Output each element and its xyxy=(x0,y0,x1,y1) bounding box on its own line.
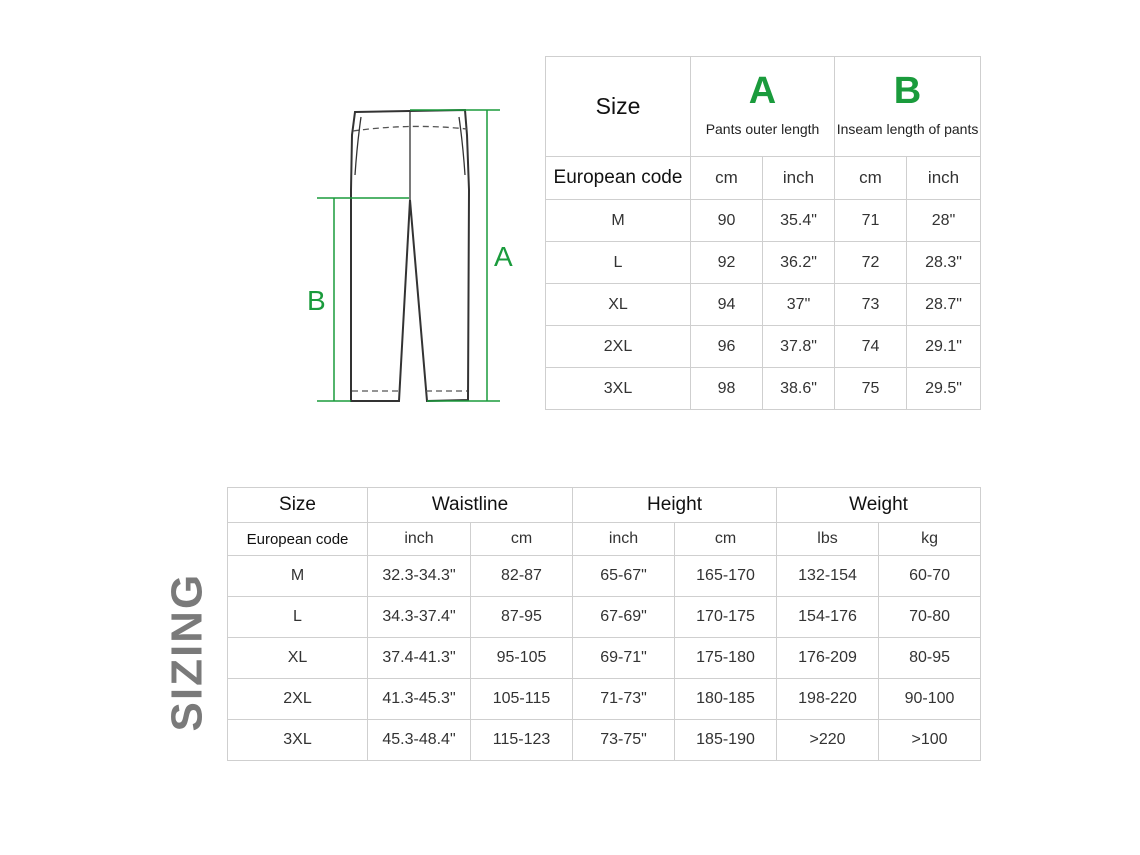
value-cell: 98 xyxy=(691,368,763,410)
value-cell: 105-115 xyxy=(471,679,573,720)
unit-cell: inch xyxy=(763,157,835,200)
table-row xyxy=(546,200,981,242)
size-cell: 3XL xyxy=(228,720,368,761)
pants-diagram xyxy=(295,95,535,415)
value-cell: 29.5" xyxy=(907,368,981,410)
value-cell: 115-123 xyxy=(471,720,573,761)
length-size-table xyxy=(545,56,981,410)
value-cell: >220 xyxy=(777,720,879,761)
european-code-header: European code xyxy=(228,523,368,556)
value-cell: 94 xyxy=(691,284,763,326)
value-cell: 165-170 xyxy=(675,556,777,597)
col-b-desc: Inseam length of pants xyxy=(836,120,979,137)
unit-cell: cm xyxy=(835,157,907,200)
weight-header: Weight xyxy=(777,488,981,523)
value-cell: 36.2" xyxy=(763,242,835,284)
value-cell: 28" xyxy=(907,200,981,242)
col-a-letter: A xyxy=(748,69,777,112)
height-header: Height xyxy=(573,488,777,523)
value-cell: 67-69" xyxy=(573,597,675,638)
col-b-letter: B xyxy=(893,69,922,112)
unit-cell: inch xyxy=(368,523,471,556)
value-cell: 90 xyxy=(691,200,763,242)
table-header-row xyxy=(546,57,981,157)
size-cell: 3XL xyxy=(546,368,691,410)
value-cell: 80-95 xyxy=(879,638,981,679)
col-a-desc: Pants outer length xyxy=(705,120,820,137)
value-cell: 41.3-45.3" xyxy=(368,679,471,720)
value-cell: 28.7" xyxy=(907,284,981,326)
size-cell: XL xyxy=(546,284,691,326)
value-cell: 74 xyxy=(835,326,907,368)
european-code-header: European code xyxy=(546,157,691,200)
value-cell: 95-105 xyxy=(471,638,573,679)
unit-cell: inch xyxy=(573,523,675,556)
value-cell: 154-176 xyxy=(777,597,879,638)
table-row xyxy=(228,638,981,679)
value-cell: 38.6" xyxy=(763,368,835,410)
value-cell: 132-154 xyxy=(777,556,879,597)
size-header: Size xyxy=(546,57,691,157)
value-cell: 92 xyxy=(691,242,763,284)
col-b-header xyxy=(835,57,981,157)
value-cell: 73-75" xyxy=(573,720,675,761)
value-cell: 37.8" xyxy=(763,326,835,368)
value-cell: >100 xyxy=(879,720,981,761)
value-cell: 65-67" xyxy=(573,556,675,597)
col-a-header xyxy=(691,57,835,157)
value-cell: 35.4" xyxy=(763,200,835,242)
left-pocket xyxy=(355,117,361,175)
body-size-table xyxy=(227,487,981,761)
table-row xyxy=(228,720,981,761)
table-row xyxy=(546,326,981,368)
value-cell: 37" xyxy=(763,284,835,326)
unit-cell: lbs xyxy=(777,523,879,556)
unit-row xyxy=(546,157,981,200)
dim-b-label: B xyxy=(307,285,326,316)
waistline-header: Waistline xyxy=(368,488,573,523)
unit-cell: cm xyxy=(675,523,777,556)
value-cell: 180-185 xyxy=(675,679,777,720)
table-row xyxy=(546,284,981,326)
value-cell: 73 xyxy=(835,284,907,326)
value-cell: 82-87 xyxy=(471,556,573,597)
value-cell: 37.4-41.3" xyxy=(368,638,471,679)
value-cell: 45.3-48.4" xyxy=(368,720,471,761)
dim-a-label: A xyxy=(494,241,513,272)
value-cell: 185-190 xyxy=(675,720,777,761)
value-cell: 71-73" xyxy=(573,679,675,720)
sizing-label: SIZING xyxy=(162,572,212,732)
unit-cell: cm xyxy=(691,157,763,200)
unit-cell: kg xyxy=(879,523,981,556)
value-cell: 72 xyxy=(835,242,907,284)
value-cell: 34.3-37.4" xyxy=(368,597,471,638)
table-row xyxy=(228,556,981,597)
right-pocket xyxy=(459,117,465,175)
value-cell: 69-71" xyxy=(573,638,675,679)
size-cell: M xyxy=(228,556,368,597)
size-cell: 2XL xyxy=(546,326,691,368)
value-cell: 87-95 xyxy=(471,597,573,638)
value-cell: 75 xyxy=(835,368,907,410)
value-cell: 32.3-34.3" xyxy=(368,556,471,597)
value-cell: 96 xyxy=(691,326,763,368)
unit-cell: inch xyxy=(907,157,981,200)
size-cell: L xyxy=(228,597,368,638)
table-row xyxy=(546,368,981,410)
size-cell: L xyxy=(546,242,691,284)
size-cell: M xyxy=(546,200,691,242)
table-row xyxy=(228,597,981,638)
unit-row xyxy=(228,523,981,556)
value-cell: 29.1" xyxy=(907,326,981,368)
value-cell: 90-100 xyxy=(879,679,981,720)
table-row xyxy=(228,679,981,720)
value-cell: 28.3" xyxy=(907,242,981,284)
size-cell: 2XL xyxy=(228,679,368,720)
table-row xyxy=(546,242,981,284)
value-cell: 70-80 xyxy=(879,597,981,638)
unit-cell: cm xyxy=(471,523,573,556)
value-cell: 198-220 xyxy=(777,679,879,720)
value-cell: 175-180 xyxy=(675,638,777,679)
size-cell: XL xyxy=(228,638,368,679)
value-cell: 71 xyxy=(835,200,907,242)
size-header: Size xyxy=(228,488,368,523)
value-cell: 170-175 xyxy=(675,597,777,638)
table-header-row xyxy=(228,488,981,523)
value-cell: 60-70 xyxy=(879,556,981,597)
value-cell: 176-209 xyxy=(777,638,879,679)
